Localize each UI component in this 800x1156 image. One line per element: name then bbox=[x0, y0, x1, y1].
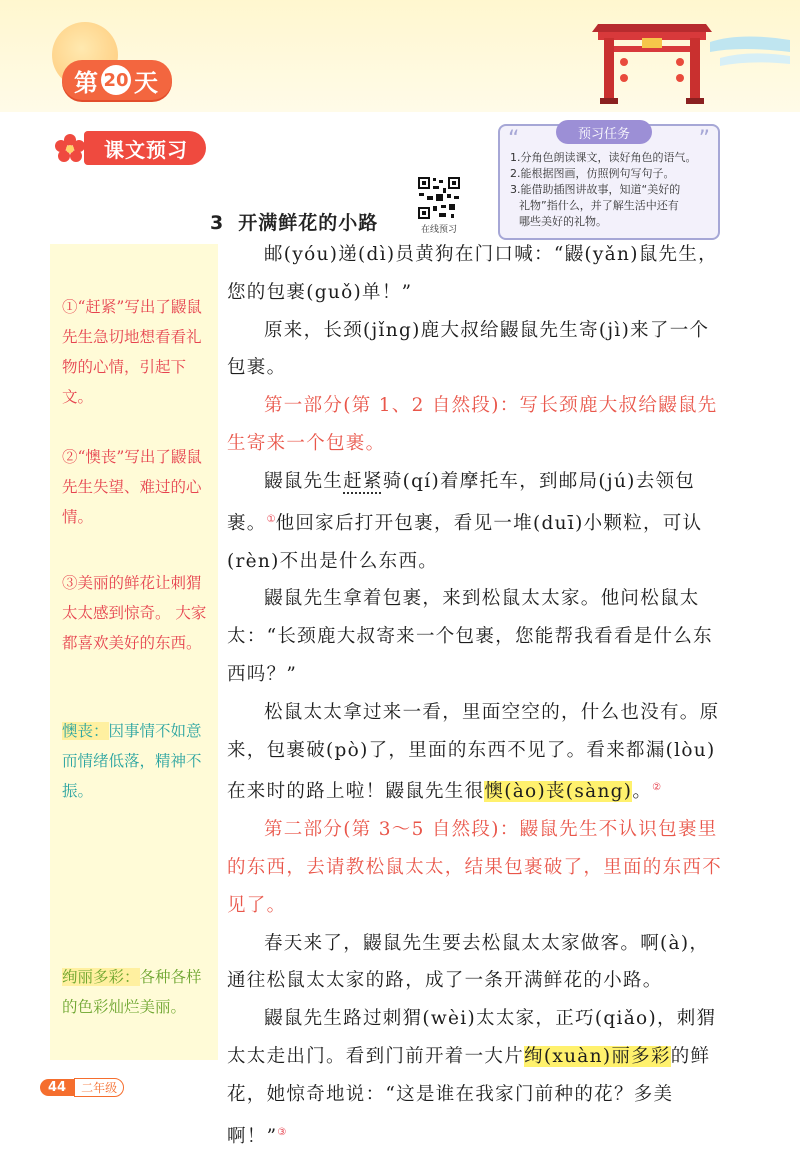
gate-illustration-icon bbox=[590, 12, 790, 104]
lesson-body bbox=[227, 236, 727, 1156]
footnote-marker-2: ② bbox=[652, 782, 662, 794]
summary-part-2: 第二部分(第 3～5 自然段)：鼹鼠先生不认识包裹里的东西，去请教松鼠太太，结果包裹破了，里面的东西不见了。 bbox=[227, 819, 723, 916]
task-item: 1.分角色朗读课文，读好角色的语气。 bbox=[510, 151, 697, 164]
text-run: 骑(qí)着摩托车，到邮局(jú)去领包裹。 bbox=[227, 470, 696, 534]
footnote-marker-3: ③ bbox=[277, 1126, 287, 1138]
paragraph-7 bbox=[227, 1000, 727, 1155]
vocab-note-xuanli bbox=[62, 962, 212, 1022]
paragraph-3 bbox=[227, 463, 727, 581]
task-item: 3.能借助插图讲故事，知道“美好的 bbox=[510, 183, 681, 196]
vocab-term: 懊丧： bbox=[62, 722, 109, 740]
task-item: 礼物”指什么，并了解生活中还有 bbox=[519, 199, 679, 212]
task-box-title: 预习任务 bbox=[556, 120, 652, 144]
section-label: 课文预习 bbox=[84, 131, 206, 165]
text-run: 。 bbox=[632, 781, 653, 803]
day-prefix: 第 bbox=[74, 68, 98, 97]
side-note-3: ③美丽的鲜花让刺猬太太感到惊奇。 大家都喜欢美好的东西。 bbox=[62, 574, 207, 652]
page-number: 44 bbox=[40, 1079, 74, 1096]
plum-flower-icon bbox=[52, 130, 88, 166]
task-list bbox=[510, 150, 710, 230]
text-run: 松鼠太太拿过来一看，里面空空的，什么也没有。原来，包裹破(pò)了，里面的东西不见了。看来都漏(lòu)在来时的路上啦！鼹鼠先生很 bbox=[227, 701, 720, 803]
task-item: 哪些美好的礼物。 bbox=[519, 215, 607, 228]
task-item: 2.能根据图画，仿照例句写句子。 bbox=[510, 167, 675, 180]
qr-label: 在线预习 bbox=[420, 225, 457, 235]
lesson-number: 3 bbox=[210, 212, 225, 234]
text-run: 的鲜花，她惊奇地说：“这是谁在我家门前种的花？多美啊！” bbox=[227, 1046, 711, 1147]
lesson-title bbox=[210, 208, 378, 235]
grade-label: 二年级 bbox=[74, 1078, 124, 1097]
day-badge bbox=[62, 60, 172, 100]
vocab-definition: 因事情不如意而情绪低落，精神不振。 bbox=[62, 722, 202, 800]
paragraph-6: 春天来了，鼹鼠先生要去松鼠太太家做客。啊(à)，通往松鼠太太家的路，成了一条开满鲜花的小路。 bbox=[227, 932, 710, 992]
section-tag bbox=[52, 128, 206, 168]
lesson-title-text: 开满鲜花的小路 bbox=[238, 212, 379, 234]
vocab-note-aosang bbox=[62, 716, 212, 806]
highlight-aosang: 懊(ào)丧(sàng) bbox=[484, 781, 633, 803]
paragraph-4: 鼹鼠先生拿着包裹，来到松鼠太太家。他问松鼠太太：“长颈鹿大叔寄来一个包裹，您能帮我看看是什么东西吗？” bbox=[227, 588, 713, 685]
summary-part-1: 第一部分(第 1、2 自然段)：写长颈鹿大叔给鼹鼠先生寄来一个包裹。 bbox=[227, 395, 718, 454]
text-run: 他回家后打开包裹，看见一堆(duī)小颗粒，可认(rèn)不出是什么东西。 bbox=[227, 512, 703, 572]
quote-left-icon: “ bbox=[508, 127, 520, 152]
vocab-term: 绚丽多彩： bbox=[62, 968, 140, 986]
text-run: 鼹鼠先生 bbox=[264, 470, 344, 492]
day-number: 20 bbox=[101, 65, 131, 95]
paragraph-5 bbox=[227, 694, 727, 812]
vocab-definition: 各种各样的色彩灿烂美丽。 bbox=[62, 968, 202, 1016]
page-footer bbox=[40, 1076, 124, 1098]
preview-task-box bbox=[498, 124, 720, 240]
qr-code-icon[interactable] bbox=[417, 176, 461, 220]
highlight-xuanli: 绚(xuàn)丽多彩 bbox=[524, 1046, 671, 1068]
side-note-2: ②“懊丧”写出了鼹鼠先生失望、难过的心情。 bbox=[62, 448, 202, 526]
footnote-marker-1: ① bbox=[266, 513, 276, 525]
side-note-1: ①“赶紧”写出了鼹鼠先生急切地想看看礼物的心情，引起下文。 bbox=[62, 298, 202, 406]
text-run: 鼹鼠先生路过刺猬(wèi)太太家，正巧(qiǎo)，刺猬太太走出门。看到门前开着一大片 bbox=[227, 1008, 717, 1068]
quote-right-icon: ” bbox=[698, 127, 710, 152]
day-suffix: 天 bbox=[134, 68, 158, 97]
paragraph-1: 邮(yóu)递(dì)员黄狗在门口喊：“鼹(yǎn)鼠先生，您的包裹(guǒ)单！” bbox=[227, 244, 718, 303]
paragraph-2: 原来，长颈(jǐng)鹿大叔给鼹鼠先生寄(jì)来了一个包裹。 bbox=[227, 319, 710, 379]
key-word-ganjin: 赶紧 bbox=[343, 470, 383, 492]
